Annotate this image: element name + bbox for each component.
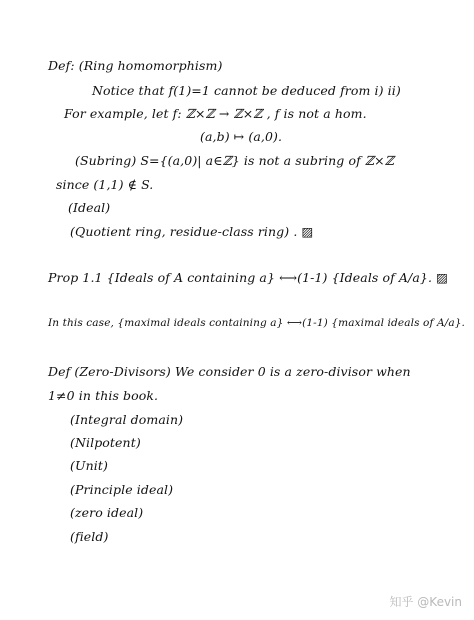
prop-1-1-line: Prop 1.1 {Ideals of A containing a} ⟷(1-1) {Ideals of A/a}. ▨ [48,270,449,285]
map-definition-line: (a,b) ↦ (a,0). [200,129,283,144]
example-line: For example, let f: ℤ×ℤ → ℤ×ℤ , f is not a hom. [64,106,367,121]
def-ring-homomorphism-heading: Def: (Ring homomorphism) [48,58,223,73]
principle-ideal-line: (Principle ideal) [70,482,174,497]
watermark: 知乎 @Kevin [389,595,462,609]
integral-domain-line: (Integral domain) [70,412,184,427]
subring-line: (Subring) S={(a,0)| a∈ℤ} is not a subring of ℤ×ℤ [75,153,394,168]
unit-line: (Unit) [70,458,108,473]
nilpotent-line: (Nilpotent) [70,435,141,450]
def-zero-divisors-line: Def (Zero-Divisors) We consider 0 is a zero-divisor when [48,364,411,379]
ideal-line: (Ideal) [68,200,111,215]
maximal-ideals-line: In this case, {maximal ideals containing a} ⟷(1-1) {maximal ideals of A/a}. [48,317,465,329]
field-line: (field) [70,529,109,544]
one-neq-zero-line: 1≠0 in this book. [48,388,159,403]
note-line: Notice that f(1)=1 cannot be deduced from i) ii) [92,83,401,98]
zero-ideal-line: (zero ideal) [70,505,144,520]
quotient-ring-line: (Quotient ring, residue-class ring) . ▨ [70,224,314,239]
since-line: since (1,1) ∉ S. [56,177,154,192]
